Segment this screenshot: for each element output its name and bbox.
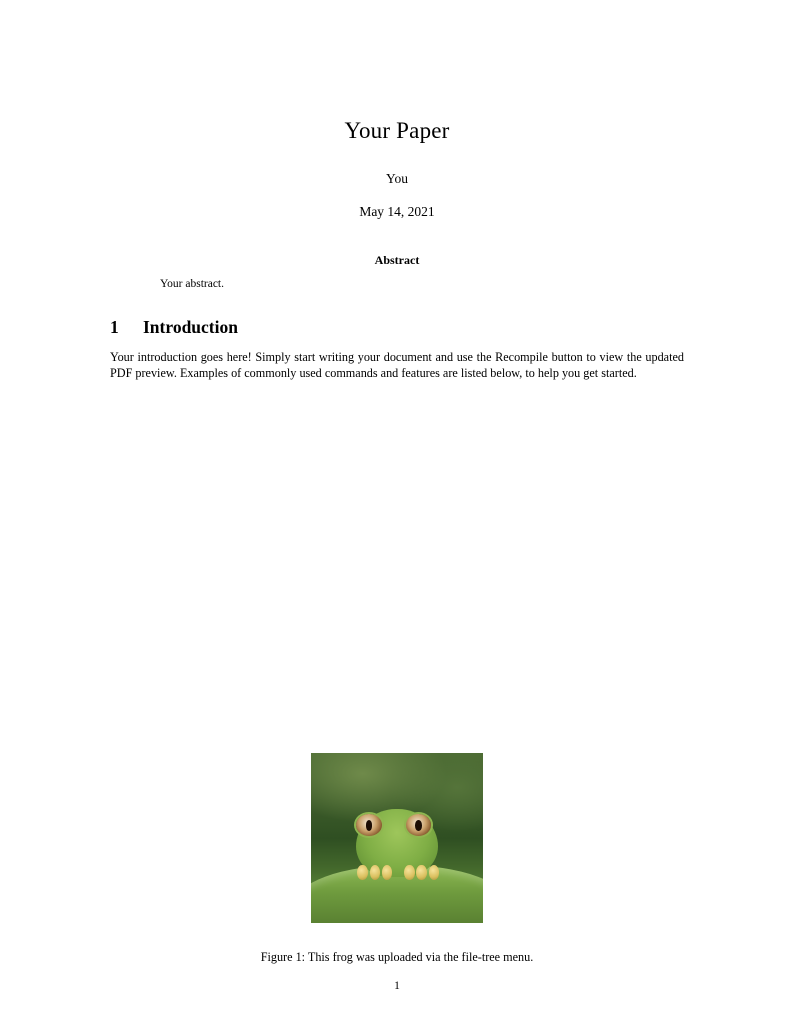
- page-number: 1: [394, 980, 400, 992]
- frog-toe: [382, 865, 393, 880]
- frog-photo: [311, 753, 483, 923]
- document-date: May 14, 2021: [359, 204, 435, 219]
- frog-toe: [416, 865, 427, 880]
- frog-toe: [370, 865, 381, 880]
- page-content: [110, 0, 684, 992]
- frog-pupil-right: [415, 820, 422, 831]
- frog-pupil-left: [366, 820, 373, 831]
- section-heading-introduction: [110, 317, 684, 338]
- figure-caption: Figure 1: This frog was uploaded via the file-tree menu.: [260, 950, 534, 964]
- abstract-heading: Abstract: [374, 253, 420, 267]
- author-name: You: [386, 171, 408, 186]
- section-body-introduction: Your introduction goes here! Simply start writing your document and use the Recompile button to view the updated PDF preview. Examples of commonly used commands and features are listed below, to help you get started.: [110, 350, 684, 381]
- frog-toe: [357, 865, 368, 880]
- figure-block: [110, 753, 684, 965]
- section-number: 1: [110, 317, 119, 337]
- frog-eye-left: [356, 814, 382, 836]
- frog-toe: [404, 865, 415, 880]
- page-title: Your Paper: [344, 118, 450, 143]
- abstract-body: Your abstract.: [160, 278, 224, 290]
- section-title: Introduction: [143, 317, 238, 337]
- frog-toe: [429, 865, 440, 880]
- frog-toes: [357, 865, 438, 880]
